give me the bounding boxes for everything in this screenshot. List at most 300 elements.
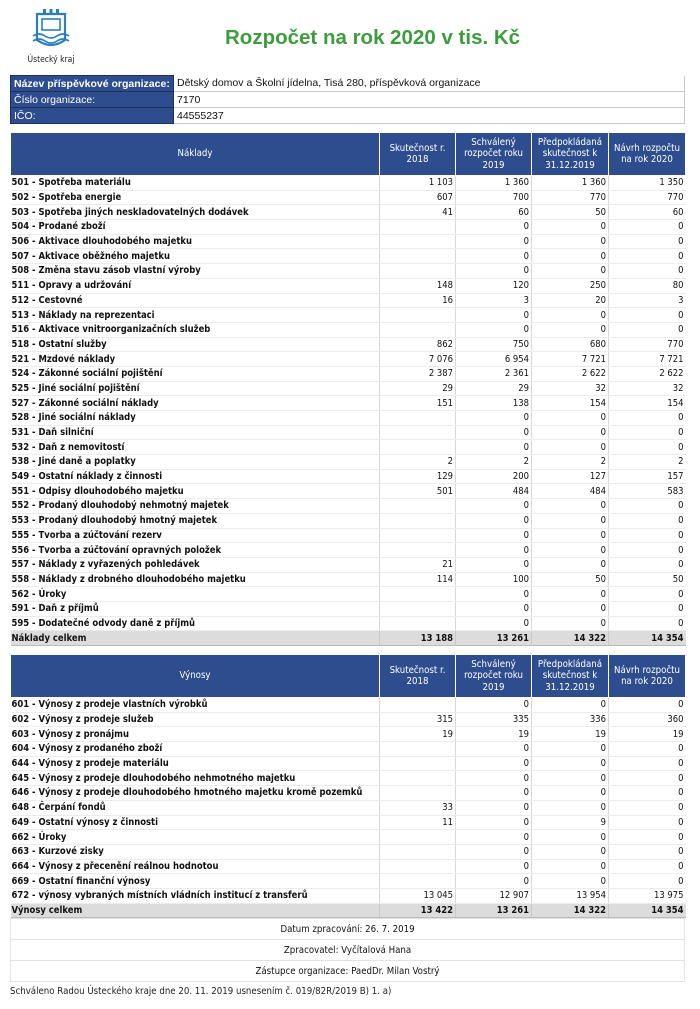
- amount-cell: [380, 513, 456, 528]
- amount-cell: [380, 844, 456, 859]
- table-row: [11, 528, 686, 543]
- amount-cell: [380, 874, 456, 889]
- amount-cell: 0: [609, 771, 686, 786]
- amount-cell: 0: [609, 513, 686, 528]
- amount-cell: [380, 234, 456, 249]
- amount-cell: 0: [532, 756, 609, 771]
- approval-note: Schváleno Radou Ústeckého kraje dne 20. 11. 2019 usnesením č. 019/82R/2019 B) 1. a): [10, 986, 392, 997]
- amount-cell: 3: [456, 293, 532, 308]
- amount-cell: [380, 771, 456, 786]
- table-row: [11, 308, 686, 323]
- table-row: [11, 557, 686, 572]
- total-label: Výnosy celkem: [11, 903, 380, 918]
- info-value: 7170: [174, 92, 685, 108]
- amount-cell: 0: [456, 742, 532, 757]
- account-name: 528 - Jiné sociální náklady: [11, 411, 380, 426]
- account-name: 525 - Jiné sociální pojištění: [11, 381, 380, 396]
- info-label: Název příspěvkové organizace:: [11, 76, 174, 92]
- amount-cell: 0: [456, 815, 532, 830]
- amount-cell: 151: [380, 396, 456, 411]
- amount-cell: 0: [609, 859, 686, 874]
- organization-representative: Zástupce organizace: PaedDr. Milan Vostrý: [11, 961, 685, 982]
- amount-cell: 0: [456, 499, 532, 514]
- table-row: [11, 337, 686, 352]
- table-row: [11, 411, 686, 426]
- table-row: [11, 815, 686, 830]
- amount-cell: 29: [380, 381, 456, 396]
- table-row: [11, 176, 686, 191]
- account-name: 556 - Tvorba a zúčtování opravných položek: [11, 543, 380, 558]
- amount-cell: 29: [456, 381, 532, 396]
- amount-cell: 0: [609, 249, 686, 264]
- amount-cell: 80: [609, 278, 686, 293]
- amount-cell: 0: [456, 756, 532, 771]
- amount-cell: [380, 587, 456, 602]
- amount-cell: 0: [609, 234, 686, 249]
- amount-cell: 0: [609, 322, 686, 337]
- table-row: [11, 249, 686, 264]
- account-name: 646 - Výnosy z prodeje dlouhodobého hmotného majetku kromě pozemků: [11, 786, 380, 801]
- amount-cell: 0: [609, 557, 686, 572]
- amount-cell: 0: [609, 800, 686, 815]
- amount-cell: 0: [532, 830, 609, 845]
- table-row: [11, 742, 686, 757]
- amount-cell: 0: [456, 249, 532, 264]
- account-name: 601 - Výnosy z prodeje vlastních výrobků: [11, 698, 380, 713]
- amount-cell: 2: [609, 455, 686, 470]
- signature-block: [10, 918, 685, 982]
- amount-cell: 2: [532, 455, 609, 470]
- table-row: [11, 234, 686, 249]
- total-row: [11, 903, 686, 918]
- processor: Zpracovatel: Vyčítalová Hana: [11, 940, 685, 961]
- account-name: 553 - Prodaný dlouhodobý hmotný majetek: [11, 513, 380, 528]
- table-row: [11, 484, 686, 499]
- amount-cell: 33: [380, 800, 456, 815]
- amount-cell: 0: [456, 440, 532, 455]
- amount-cell: 0: [456, 844, 532, 859]
- account-name: 512 - Cestovné: [11, 293, 380, 308]
- amount-cell: 3: [609, 293, 686, 308]
- amount-cell: 0: [456, 557, 532, 572]
- amount-cell: 315: [380, 712, 456, 727]
- table-row: [11, 844, 686, 859]
- account-name: 552 - Prodaný dlouhodobý nehmotný majetek: [11, 499, 380, 514]
- table-row: [11, 587, 686, 602]
- coat-of-arms-icon: [25, 6, 77, 52]
- account-name: 508 - Změna stavu zásob vlastní výroby: [11, 264, 380, 279]
- amount-cell: 250: [532, 278, 609, 293]
- amount-cell: [380, 528, 456, 543]
- amount-cell: 484: [532, 484, 609, 499]
- account-name: 507 - Aktivace oběžného majetku: [11, 249, 380, 264]
- amount-cell: 0: [609, 411, 686, 426]
- amount-cell: [380, 786, 456, 801]
- amount-cell: 0: [609, 587, 686, 602]
- account-name: 672 - výnosy vybraných místních vládních institucí z transferů: [11, 888, 380, 903]
- amount-cell: [380, 601, 456, 616]
- table-row: [11, 264, 686, 279]
- info-row-number: [11, 92, 685, 108]
- amount-cell: 0: [609, 830, 686, 845]
- amount-cell: 0: [456, 234, 532, 249]
- amount-cell: 0: [456, 616, 532, 631]
- amount-cell: 138: [456, 396, 532, 411]
- column-header: Předpokládaná skutečnost k 31.12.2019: [532, 133, 609, 176]
- amount-cell: 0: [532, 440, 609, 455]
- amount-cell: 0: [456, 859, 532, 874]
- amount-cell: 129: [380, 469, 456, 484]
- table-row: [11, 800, 686, 815]
- account-name: 521 - Mzdové náklady: [11, 352, 380, 367]
- table-row: [11, 859, 686, 874]
- total-amount: 13 261: [456, 903, 532, 918]
- amount-cell: 360: [609, 712, 686, 727]
- amount-cell: 0: [532, 874, 609, 889]
- amount-cell: 154: [532, 396, 609, 411]
- amount-cell: 120: [456, 278, 532, 293]
- table-row: [11, 440, 686, 455]
- amount-cell: 0: [532, 786, 609, 801]
- amount-cell: 0: [532, 220, 609, 235]
- column-header: Skutečnost r. 2018: [380, 133, 456, 176]
- table-row: [11, 874, 686, 889]
- amount-cell: [380, 830, 456, 845]
- info-value: 44555237: [174, 108, 685, 124]
- account-name: 549 - Ostatní náklady z činnosti: [11, 469, 380, 484]
- amount-cell: 0: [456, 308, 532, 323]
- amount-cell: 0: [609, 874, 686, 889]
- amount-cell: [380, 322, 456, 337]
- amount-cell: 32: [532, 381, 609, 396]
- amount-cell: 0: [456, 425, 532, 440]
- table-row: [11, 366, 686, 381]
- table-row: [11, 455, 686, 470]
- amount-cell: 1 350: [609, 176, 686, 191]
- amount-cell: [380, 411, 456, 426]
- account-name: 527 - Zákonné sociální náklady: [11, 396, 380, 411]
- amount-cell: 148: [380, 278, 456, 293]
- amount-cell: 0: [532, 308, 609, 323]
- amount-cell: 19: [609, 727, 686, 742]
- amount-cell: 114: [380, 572, 456, 587]
- amount-cell: 0: [609, 601, 686, 616]
- amount-cell: 0: [532, 528, 609, 543]
- amount-cell: [380, 859, 456, 874]
- amount-cell: 0: [609, 308, 686, 323]
- amount-cell: 484: [456, 484, 532, 499]
- table-row: [11, 601, 686, 616]
- total-amount: 14 354: [609, 903, 686, 918]
- account-name: 603 - Výnosy z pronájmu: [11, 727, 380, 742]
- amount-cell: 0: [532, 543, 609, 558]
- table-row: [11, 786, 686, 801]
- amount-cell: 0: [532, 616, 609, 631]
- amount-cell: 0: [456, 771, 532, 786]
- amount-cell: 0: [456, 411, 532, 426]
- naklady-table: [10, 132, 686, 646]
- column-header: Návrh rozpočtu na rok 2020: [609, 655, 686, 698]
- section-header: Výnosy: [11, 655, 380, 698]
- amount-cell: 0: [532, 513, 609, 528]
- account-name: 644 - Výnosy z prodeje materiálu: [11, 756, 380, 771]
- account-name: 648 - Čerpání fondů: [11, 800, 380, 815]
- amount-cell: 0: [609, 440, 686, 455]
- account-name: 649 - Ostatní výnosy z činnosti: [11, 815, 380, 830]
- amount-cell: 0: [532, 264, 609, 279]
- amount-cell: 157: [609, 469, 686, 484]
- total-amount: 13 261: [456, 631, 532, 646]
- table-row: [11, 220, 686, 235]
- amount-cell: 100: [456, 572, 532, 587]
- table-row: [11, 543, 686, 558]
- amount-cell: 9: [532, 815, 609, 830]
- amount-cell: 12 907: [456, 888, 532, 903]
- amount-cell: 19: [380, 727, 456, 742]
- total-amount: 13 422: [380, 903, 456, 918]
- amount-cell: 680: [532, 337, 609, 352]
- amount-cell: 16: [380, 293, 456, 308]
- amount-cell: 0: [532, 411, 609, 426]
- section-header: Náklady: [11, 133, 380, 176]
- amount-cell: 0: [609, 499, 686, 514]
- table-row: [11, 756, 686, 771]
- amount-cell: 7 076: [380, 352, 456, 367]
- amount-cell: 750: [456, 337, 532, 352]
- table-row: [11, 278, 686, 293]
- table-row: [11, 830, 686, 845]
- amount-cell: 0: [456, 513, 532, 528]
- amount-cell: [380, 308, 456, 323]
- organization-info-table: [10, 75, 685, 124]
- table-row: [11, 190, 686, 205]
- info-value: Dětský domov a Školní jídelna, Tisá 280, příspěvková organizace: [174, 76, 685, 92]
- info-row-ico: [11, 108, 685, 124]
- amount-cell: 7 721: [609, 352, 686, 367]
- table-row: [11, 698, 686, 713]
- amount-cell: 50: [609, 572, 686, 587]
- column-header: Návrh rozpočtu na rok 2020: [609, 133, 686, 176]
- amount-cell: [380, 742, 456, 757]
- table-row: [11, 322, 686, 337]
- amount-cell: 0: [609, 756, 686, 771]
- amount-cell: 607: [380, 190, 456, 205]
- account-name: 503 - Spotřeba jiných neskladovatelných dodávek: [11, 205, 380, 220]
- amount-cell: 0: [532, 742, 609, 757]
- account-name: 518 - Ostatní služby: [11, 337, 380, 352]
- amount-cell: 7 721: [532, 352, 609, 367]
- amount-cell: 20: [532, 293, 609, 308]
- amount-cell: 0: [456, 543, 532, 558]
- table-row: [11, 293, 686, 308]
- amount-cell: 0: [609, 264, 686, 279]
- table-row: [11, 771, 686, 786]
- account-name: 669 - Ostatní finanční výnosy: [11, 874, 380, 889]
- amount-cell: 0: [532, 249, 609, 264]
- amount-cell: 0: [456, 698, 532, 713]
- amount-cell: 13 954: [532, 888, 609, 903]
- account-name: 502 - Spotřeba energie: [11, 190, 380, 205]
- account-name: 555 - Tvorba a zúčtování rezerv: [11, 528, 380, 543]
- table-row: [11, 205, 686, 220]
- amount-cell: 0: [532, 425, 609, 440]
- account-name: 551 - Odpisy dlouhodobého majetku: [11, 484, 380, 499]
- amount-cell: 0: [456, 800, 532, 815]
- column-header: Schválený rozpočet roku 2019: [456, 655, 532, 698]
- amount-cell: 154: [609, 396, 686, 411]
- amount-cell: 700: [456, 190, 532, 205]
- table-row: [11, 712, 686, 727]
- account-name: 501 - Spotřeba materiálu: [11, 176, 380, 191]
- amount-cell: 0: [609, 844, 686, 859]
- vynosy-table: [10, 654, 686, 918]
- amount-cell: 336: [532, 712, 609, 727]
- amount-cell: 60: [609, 205, 686, 220]
- amount-cell: 2 622: [609, 366, 686, 381]
- account-name: 664 - Výnosy z přecenění reálnou hodnotou: [11, 859, 380, 874]
- amount-cell: [380, 616, 456, 631]
- amount-cell: 200: [456, 469, 532, 484]
- amount-cell: 501: [380, 484, 456, 499]
- amount-cell: [380, 264, 456, 279]
- info-row-name: [11, 76, 685, 92]
- account-name: 557 - Náklady z vyřazených pohledávek: [11, 557, 380, 572]
- amount-cell: [380, 425, 456, 440]
- column-header: Předpokládaná skutečnost k 31.12.2019: [532, 655, 609, 698]
- amount-cell: 0: [532, 234, 609, 249]
- amount-cell: 127: [532, 469, 609, 484]
- account-name: 531 - Daň silniční: [11, 425, 380, 440]
- account-name: 532 - Daň z nemovitostí: [11, 440, 380, 455]
- amount-cell: 335: [456, 712, 532, 727]
- naklady-header-row: [11, 133, 686, 176]
- amount-cell: 862: [380, 337, 456, 352]
- table-row: [11, 469, 686, 484]
- amount-cell: 0: [609, 698, 686, 713]
- amount-cell: [380, 499, 456, 514]
- amount-cell: 0: [456, 528, 532, 543]
- account-name: 511 - Opravy a udržování: [11, 278, 380, 293]
- amount-cell: 0: [456, 874, 532, 889]
- amount-cell: 19: [532, 727, 609, 742]
- amount-cell: 0: [532, 601, 609, 616]
- amount-cell: [380, 440, 456, 455]
- amount-cell: [380, 543, 456, 558]
- account-name: 506 - Aktivace dlouhodobého majetku: [11, 234, 380, 249]
- info-label: Číslo organizace:: [11, 92, 174, 108]
- account-name: 516 - Aktivace vnitroorganizačních služeb: [11, 322, 380, 337]
- amount-cell: [380, 220, 456, 235]
- amount-cell: 0: [609, 220, 686, 235]
- amount-cell: 0: [532, 587, 609, 602]
- table-row: [11, 499, 686, 514]
- account-name: 591 - Daň z příjmů: [11, 601, 380, 616]
- amount-cell: 13 045: [380, 888, 456, 903]
- info-label: IČO:: [11, 108, 174, 124]
- table-row: [11, 513, 686, 528]
- processing-date: Datum zpracování: 26. 7. 2019: [11, 919, 685, 940]
- total-amount: 13 188: [380, 631, 456, 646]
- amount-cell: 0: [456, 220, 532, 235]
- account-name: 595 - Dodatečné odvody daně z příjmů: [11, 616, 380, 631]
- amount-cell: 770: [532, 190, 609, 205]
- amount-cell: 770: [609, 337, 686, 352]
- ustecky-kraj-logo: [25, 6, 77, 68]
- amount-cell: 2: [380, 455, 456, 470]
- column-header: Schválený rozpočet roku 2019: [456, 133, 532, 176]
- amount-cell: 2 361: [456, 366, 532, 381]
- amount-cell: 583: [609, 484, 686, 499]
- amount-cell: 1 360: [532, 176, 609, 191]
- amount-cell: 0: [609, 425, 686, 440]
- amount-cell: 0: [609, 616, 686, 631]
- account-name: 504 - Prodané zboží: [11, 220, 380, 235]
- amount-cell: 0: [456, 587, 532, 602]
- amount-cell: 0: [609, 543, 686, 558]
- amount-cell: 0: [609, 815, 686, 830]
- logo-text: Ústecký kraj: [27, 55, 75, 65]
- amount-cell: 0: [456, 322, 532, 337]
- amount-cell: 0: [532, 557, 609, 572]
- amount-cell: 2 387: [380, 366, 456, 381]
- table-row: [11, 572, 686, 587]
- table-row: [11, 425, 686, 440]
- amount-cell: 0: [456, 830, 532, 845]
- account-name: 663 - Kurzové zisky: [11, 844, 380, 859]
- amount-cell: 0: [532, 771, 609, 786]
- amount-cell: [380, 756, 456, 771]
- table-row: [11, 396, 686, 411]
- total-label: Náklady celkem: [11, 631, 380, 646]
- amount-cell: 0: [532, 698, 609, 713]
- table-row: [11, 616, 686, 631]
- page-title: Rozpočet na rok 2020 v tis. Kč: [225, 26, 521, 49]
- amount-cell: 2: [456, 455, 532, 470]
- amount-cell: 2 622: [532, 366, 609, 381]
- amount-cell: 1 103: [380, 176, 456, 191]
- amount-cell: 0: [609, 528, 686, 543]
- amount-cell: 770: [609, 190, 686, 205]
- amount-cell: 11: [380, 815, 456, 830]
- amount-cell: 0: [456, 601, 532, 616]
- account-name: 604 - Výnosy z prodaného zboží: [11, 742, 380, 757]
- amount-cell: 0: [532, 800, 609, 815]
- table-row: [11, 888, 686, 903]
- account-name: 524 - Zákonné sociální pojištění: [11, 366, 380, 381]
- amount-cell: 32: [609, 381, 686, 396]
- account-name: 538 - Jiné daně a poplatky: [11, 455, 380, 470]
- account-name: 562 - Úroky: [11, 587, 380, 602]
- account-name: 602 - Výnosy z prodeje služeb: [11, 712, 380, 727]
- amount-cell: 41: [380, 205, 456, 220]
- amount-cell: [380, 698, 456, 713]
- account-name: 662 - Úroky: [11, 830, 380, 845]
- amount-cell: 50: [532, 205, 609, 220]
- amount-cell: 0: [456, 264, 532, 279]
- vynosy-header-row: [11, 655, 686, 698]
- account-name: 513 - Náklady na reprezentaci: [11, 308, 380, 323]
- amount-cell: 0: [532, 499, 609, 514]
- total-amount: 14 322: [532, 903, 609, 918]
- table-row: [11, 381, 686, 396]
- column-header: Skutečnost r. 2018: [380, 655, 456, 698]
- amount-cell: 0: [532, 844, 609, 859]
- amount-cell: 50: [532, 572, 609, 587]
- amount-cell: 19: [456, 727, 532, 742]
- amount-cell: 0: [609, 742, 686, 757]
- account-name: 645 - Výnosy z prodeje dlouhodobého nehmotného majetku: [11, 771, 380, 786]
- total-row: [11, 631, 686, 646]
